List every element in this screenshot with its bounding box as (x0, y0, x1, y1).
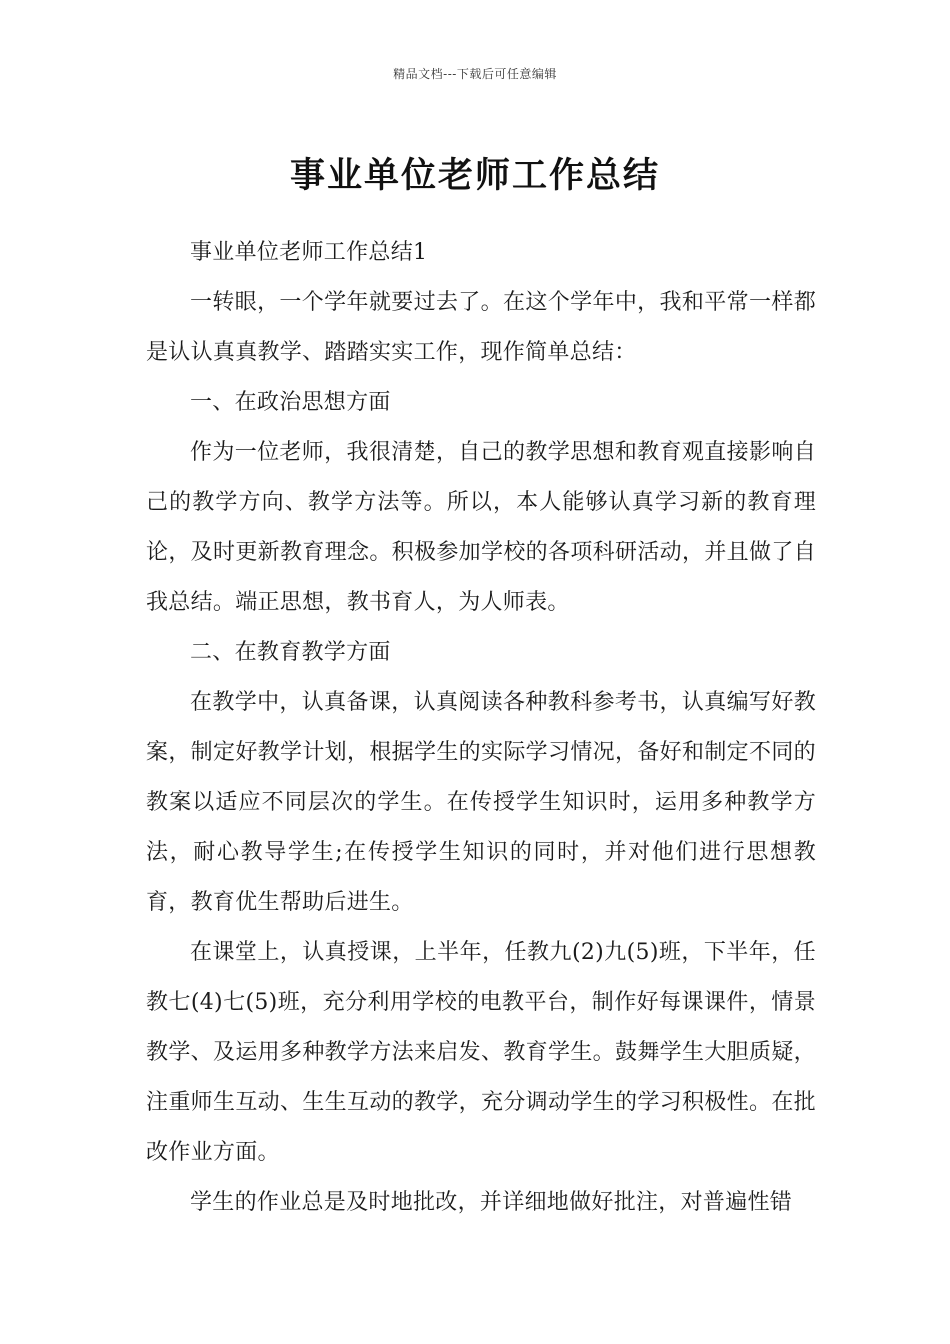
section-heading-politics: 一、在政治思想方面 (190, 390, 391, 415)
paragraph-intro: 一转眼，一个学年就要过去了。在这个学年中，我和平常一样都是认认真真教学、踏踏实实工作，现作简单总结： (146, 290, 816, 365)
header-note: 精品文档---下载后可任意编辑 (393, 67, 557, 81)
section-heading-teaching: 二、在教育教学方面 (190, 640, 391, 665)
paragraph-subtitle: 事业单位老师工作总结1 (190, 240, 428, 265)
paragraph-homework: 学生的作业总是及时地批改，并详细地做好批注，对普遍性错 (190, 1190, 793, 1215)
document-body (146, 228, 816, 1228)
paragraph-classroom: 在课堂上，认真授课，上半年，任教九(2)九(5)班，下半年，任教七(4)七(5)班，充分利用学校的电教平台，制作好每课课件，情景教学、及运用多种教学方法来启发、教育学生。鼓舞学生大胆质疑，注重师生互动、生生互动的教学，充分调动学生的学习积极性。在批改作业方面。 (146, 940, 816, 1165)
paragraph-politics: 作为一位老师，我很清楚，自己的教学思想和教育观直接影响自己的教学方向、教学方法等。所以，本人能够认真学习新的教育理论，及时更新教育理念。积极参加学校的各项科研活动，并且做了自我总结。端正思想，教书育人，为人师表。 (146, 440, 816, 615)
document-title: 事业单位老师工作总结 (289, 155, 660, 197)
paragraph-teaching: 在教学中，认真备课，认真阅读各种教科参考书，认真编写好教案，制定好教学计划，根据学生的实际学习情况，备好和制定不同的教案以适应不同层次的学生。在传授学生知识时，运用多种教学方法，耐心教导学生;在传授学生知识的同时，并对他们进行思想教育，教育优生帮助后进生。 (146, 690, 816, 915)
